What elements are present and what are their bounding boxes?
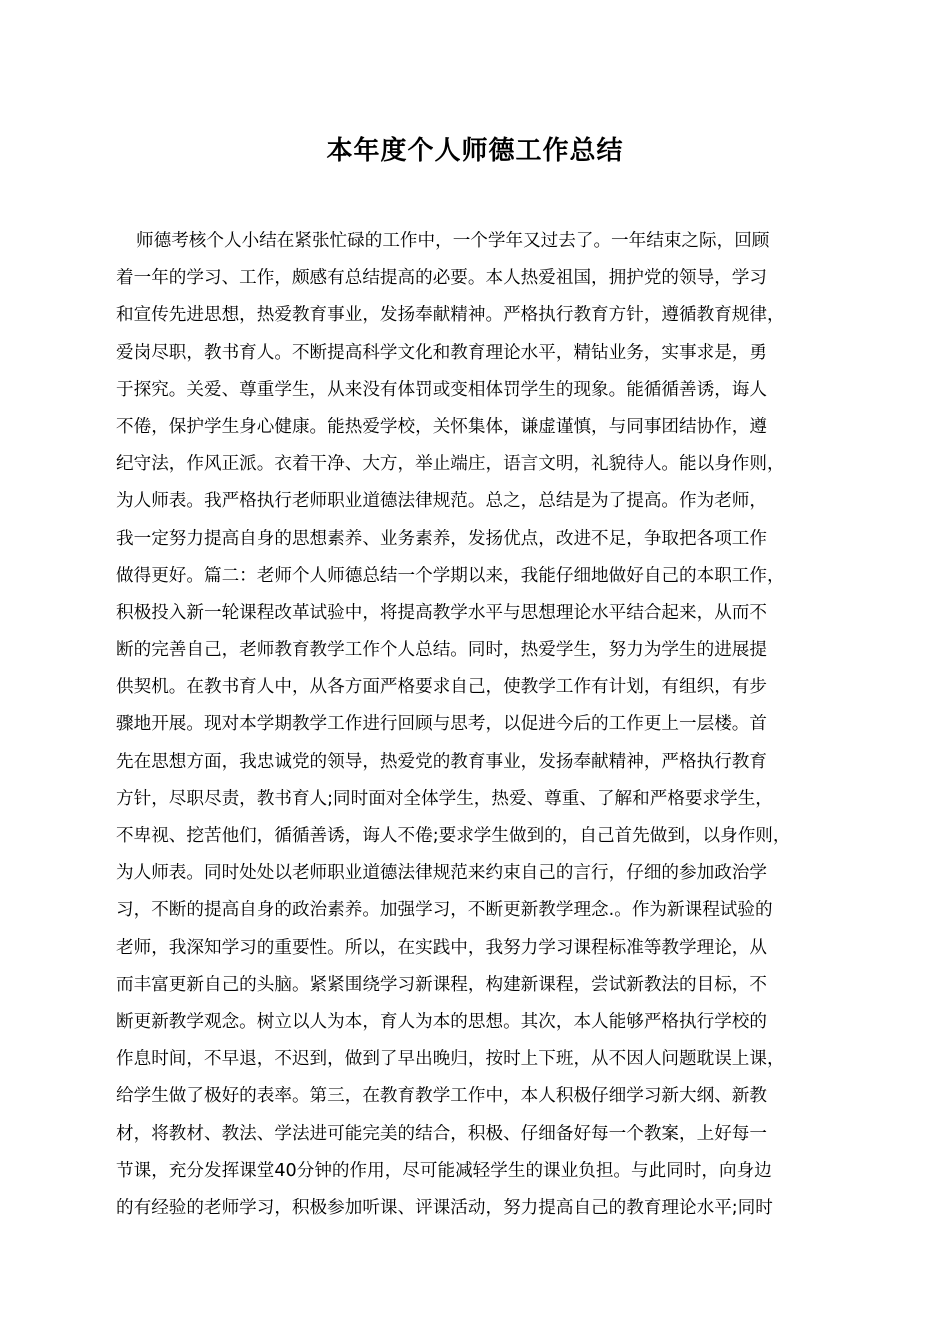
body-line: 和宣传先进思想，热爱教育事业，发扬奉献精神。严格执行教育方针，遵循教育规律，: [116, 305, 785, 326]
body-line: 不卑视、挖苦他们，循循善诱，诲人不倦;要求学生做到的，自己首先做到，以身作则，: [116, 826, 791, 846]
body-line: 供契机。在教书育人中，从各方面严格要求自己，使教学工作有计划，有组织，有步: [116, 677, 767, 698]
body-line: 材，将教材、教法、学法进可能完美的结合，积极、仔细备好每一个教案，上好每一: [116, 1123, 767, 1144]
body-line: 断更新教学观念。树立以人为本，育人为本的思想。其次，本人能够严格执行学校的: [116, 1011, 767, 1032]
body-line: 师德考核个人小结在紧张忙碌的工作中，一个学年又过去了。一年结束之际，回顾: [136, 231, 770, 251]
body-line: 做得更好。篇二：老师个人师德总结一个学期以来，我能仔细地做好自己的本职工作，: [116, 565, 785, 586]
body-line: 为人师表。我严格执行老师职业道德法律规范。总之，总结是为了提高。作为老师，: [116, 491, 767, 512]
body-line: 先在思想方面，我忠诚党的领导，热爱党的教育事业，发扬奉献精神，严格执行教育: [116, 751, 767, 772]
body-line: 给学生做了极好的表率。第三，在教育教学工作中，本人积极仔细学习新大纲、新教: [116, 1086, 767, 1107]
body-line: 而丰富更新自己的头脑。紧紧围绕学习新课程，构建新课程，尝试新教法的目标，不: [116, 974, 767, 995]
body-line: 骤地开展。现对本学期教学工作进行回顾与思考，以促进今后的工作更上一层楼。首: [116, 714, 767, 735]
body-line: 我一定努力提高自身的思想素养、业务素养，发扬优点，改进不足，争取把各项工作: [116, 528, 767, 549]
body-line: 于探究。关爱、尊重学生，从来没有体罚或变相体罚学生的现象。能循循善诱，诲人: [116, 379, 767, 400]
body-line: 断的完善自己，老师教育教学工作个人总结。同时，热爱学生，努力为学生的进展提: [116, 640, 767, 661]
body-line: 爱岗尽职，教书育人。不断提高科学文化和教育理论水平，精钻业务，实事求是，勇: [116, 342, 767, 363]
body-line: 老师，我深知学习的重要性。所以，在实践中，我努力学习课程标准等教学理论，从: [116, 937, 767, 958]
body-line: 纪守法，作风正派。衣着干净、大方，举止端庄，语言文明，礼貌待人。能以身作则，: [116, 454, 785, 475]
body-line: 积极投入新一轮课程改革试验中，将提高教学水平与思想理论水平结合起来，从而不: [116, 602, 767, 623]
body-line: 的有经验的老师学习，积极参加听课、评课活动，努力提高自己的教育理论水平;同时: [116, 1197, 773, 1218]
body-line: 着一年的学习、工作，颇感有总结提高的必要。本人热爱祖国，拥护党的领导，学习: [116, 268, 767, 289]
document-body: [116, 223, 836, 1227]
body-line: 不倦，保护学生身心健康。能热爱学校，关怀集体，谦虚谨慎，与同事团结协作，遵: [116, 416, 767, 437]
body-line: 方针，尽职尽责，教书育人;同时面对全体学生，热爱、尊重、了解和严格要求学生，: [116, 788, 773, 809]
body-line: 为人师表。同时处处以老师职业道德法律规范来约束自己的言行，仔细的参加政治学: [116, 863, 767, 884]
body-line: 节课，充分发挥课堂40分钟的作用，尽可能减轻学生的课业负担。与此同时，向身边: [116, 1160, 772, 1181]
body-line: 作息时间，不早退，不迟到，做到了早出晚归，按时上下班，从不因人问题耽误上课，: [116, 1049, 785, 1070]
body-line: 习，不断的提高自身的政治素养。加强学习，不断更新教学理念.。作为新课程试验的: [116, 900, 773, 921]
document-title: 本年度个人师德工作总结: [326, 136, 624, 166]
